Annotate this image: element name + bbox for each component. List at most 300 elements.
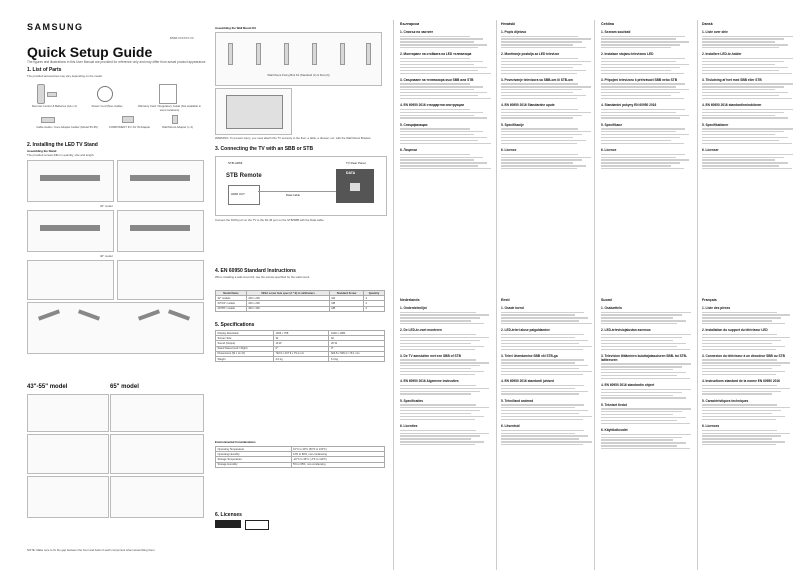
remote-control-image: [37, 84, 45, 104]
text-line-placeholder: [400, 362, 489, 363]
text-line-placeholder: [601, 73, 684, 74]
text-line-placeholder: [400, 404, 476, 405]
text-line-placeholder: [601, 420, 677, 421]
table-row: [216, 462, 385, 467]
text-line-placeholder: [501, 419, 583, 420]
text-line-placeholder: [400, 73, 491, 74]
text-line-placeholder: [601, 47, 671, 48]
text-line-placeholder: [501, 165, 586, 166]
hdmi-logo: [215, 520, 241, 528]
text-line-placeholder: [702, 109, 793, 110]
text-line-placeholder: [501, 131, 591, 132]
text-line-placeholder: [702, 162, 788, 163]
column-divider: [697, 20, 698, 570]
text-line-placeholder: [400, 117, 487, 118]
vesa-cell: M4: [330, 296, 364, 301]
text-line-placeholder: [702, 38, 784, 39]
text-line-placeholder: [702, 86, 784, 87]
text-line-placeholder: [601, 366, 682, 367]
stand-diagram-6: [117, 260, 204, 300]
section-heading: 4. EN 60950 2016 standardinstruktioner: [702, 103, 762, 108]
stand-image: [130, 175, 190, 181]
text-line-placeholder: [601, 165, 671, 166]
vesa-cell: 200 x 200: [246, 301, 329, 306]
text-line-placeholder: [501, 86, 591, 87]
vesa-header: VESA screw hole spec (A * B) in millimeters: [246, 291, 329, 296]
section-heading: 3. Tilslutning af tvet med SBB eller STB: [702, 77, 762, 82]
text-line-placeholder: [601, 334, 691, 335]
text-line-placeholder: [501, 368, 579, 369]
text-line-placeholder: [601, 375, 677, 376]
env-cell: Operating Humidity: [216, 452, 292, 457]
section-heading: 5. Спецификации: [400, 122, 428, 127]
stand-size-32: 32" model: [100, 204, 113, 208]
stand-diagram-7: [27, 394, 109, 432]
tv-back-diagram: [215, 88, 292, 135]
text-line-placeholder: [702, 95, 779, 96]
text-line-placeholder: [702, 98, 792, 99]
spec-cell: 32: [273, 336, 329, 341]
text-line-placeholder: [702, 131, 784, 132]
stand-size-40: 40" model: [100, 254, 113, 258]
text-line-placeholder: [400, 70, 478, 71]
section-heading: 4. EN 60950 2016 standardi juhised: [501, 379, 554, 384]
text-line-placeholder: [501, 340, 588, 341]
section-heading: 5. Tehnilised andmed: [501, 398, 534, 403]
text-line-placeholder: [702, 343, 772, 344]
text-line-placeholder: [400, 407, 489, 408]
text-line-placeholder: [702, 430, 777, 431]
spec-cell: 1920 x 1080: [329, 331, 385, 336]
text-line-placeholder: [400, 340, 480, 341]
env-cell: 10°C to 40°C (50°F to 104°F): [291, 447, 384, 452]
text-line-placeholder: [601, 414, 673, 415]
text-line-placeholder: [601, 349, 690, 350]
section-heading: 2. De LED-tv-voet monteren: [400, 328, 442, 333]
vesa-cell: 49"/55" models: [216, 306, 247, 311]
text-line-placeholder: [501, 159, 582, 160]
text-line-placeholder: [501, 128, 578, 129]
text-line-placeholder: [400, 430, 476, 431]
parts-grid: [27, 80, 207, 140]
section-heading: 2. Installere LED-tv-holder: [702, 52, 742, 57]
section-heading: 5. Tekniset tiedot: [601, 402, 627, 407]
text-line-placeholder: [601, 448, 690, 449]
text-line-placeholder: [501, 320, 579, 321]
text-line-placeholder: [601, 83, 685, 84]
text-line-placeholder: [400, 359, 476, 360]
text-line-placeholder: [601, 95, 671, 96]
text-line-placeholder: [501, 98, 577, 99]
stand-leg-image: [168, 309, 190, 320]
text-line-placeholder: [601, 154, 685, 155]
data-cable-line: [258, 191, 336, 192]
text-line-placeholder: [601, 162, 680, 163]
spec-cell: 0°: [329, 346, 385, 351]
text-line-placeholder: [400, 410, 480, 411]
rj45-port-icon: [350, 183, 360, 191]
text-line-placeholder: [400, 38, 483, 39]
section-heading: 5. Specifikationer: [702, 122, 729, 127]
text-line-placeholder: [702, 371, 785, 372]
wall-mount-heading: Assembling the Wall Mount Kit: [215, 26, 256, 30]
text-line-placeholder: [601, 312, 691, 313]
text-line-placeholder: [400, 89, 474, 90]
text-line-placeholder: [601, 140, 671, 141]
text-line-placeholder: [702, 337, 790, 338]
text-line-placeholder: [400, 438, 471, 439]
text-line-placeholder: [702, 438, 772, 439]
stand-diagram-4: [117, 210, 204, 252]
page-subtitle: The figures and illustrations in this User Manual are provided for reference only and may differ from actual product appearance.: [27, 60, 207, 64]
bolt-image: [256, 43, 261, 65]
text-line-placeholder: [702, 340, 781, 341]
section-heading: 3. De TV aansluiten met een SBB of STB: [400, 353, 461, 358]
env-cell: -20°C to 45°C (-4°F to 113°F): [291, 457, 384, 462]
env-cell: 10% to 80%, non-condensing: [291, 452, 384, 457]
text-line-placeholder: [501, 312, 584, 313]
table-row: [216, 356, 385, 361]
text-line-placeholder: [702, 404, 777, 405]
text-line-placeholder: [501, 413, 579, 414]
text-line-placeholder: [702, 365, 781, 366]
text-line-placeholder: [702, 128, 793, 129]
bolt-image: [340, 43, 345, 65]
section-heading: 2. Montiranje postolja za LED televizor: [501, 52, 560, 57]
text-line-placeholder: [601, 408, 691, 409]
text-line-placeholder: [400, 441, 484, 442]
spec-cell: 6.3 kg: [329, 356, 385, 361]
spec-cell: 4.0 kg: [273, 356, 329, 361]
section-heading: 4. EN 60950 2016 Standardne upute: [501, 103, 555, 108]
section-heading: 3. Povezivanje televizora sa SBB-om ili STB-om: [501, 77, 573, 82]
spec-cell: Stand Swivel (Left / Right): [216, 346, 274, 351]
section-heading: 4. EN 60950 2016 стандартни инструкции: [400, 103, 465, 108]
text-line-placeholder: [501, 391, 588, 392]
section-heading: 6. Litsentsid: [501, 424, 520, 429]
text-line-placeholder: [601, 89, 689, 90]
language-column: [400, 298, 492, 568]
text-line-placeholder: [400, 157, 483, 158]
text-line-placeholder: [702, 41, 775, 42]
text-line-placeholder: [501, 134, 582, 135]
text-line-placeholder: [702, 137, 788, 138]
text-line-placeholder: [400, 312, 476, 313]
text-line-placeholder: [400, 385, 476, 386]
stand-leg-image: [38, 309, 60, 320]
text-line-placeholder: [601, 337, 682, 338]
section-heading: 4. EN 60950 2016 standardin ohjeet: [601, 383, 655, 388]
language-name: Français: [702, 298, 717, 302]
text-line-placeholder: [501, 362, 575, 363]
text-line-placeholder: [601, 411, 682, 412]
stand-diagram-10: [110, 434, 204, 474]
text-line-placeholder: [601, 314, 682, 315]
text-line-placeholder: [501, 162, 573, 163]
section-heading: 1. Liste over dele: [702, 30, 728, 34]
text-line-placeholder: [601, 372, 686, 373]
text-line-placeholder: [400, 131, 483, 132]
text-line-placeholder: [400, 36, 470, 37]
text-line-placeholder: [400, 368, 471, 369]
text-line-placeholder: [400, 98, 491, 99]
text-line-placeholder: [400, 41, 474, 42]
text-line-placeholder: [601, 392, 682, 393]
section-heading: 2. LED-televisiojalustan asennus: [601, 328, 651, 333]
env-table: [215, 446, 385, 468]
section-heading: 1. Popis dijelova: [501, 30, 526, 34]
text-line-placeholder: [702, 61, 784, 62]
text-line-placeholder: [601, 98, 684, 99]
stand-diagram-11: [27, 476, 109, 518]
text-line-placeholder: [702, 92, 788, 93]
section-heading: 5. Specificaties: [400, 398, 424, 403]
text-line-placeholder: [501, 365, 588, 366]
language-name: Čeština: [601, 22, 614, 26]
spec-cell: Screen Size: [216, 336, 274, 341]
text-line-placeholder: [501, 73, 577, 74]
text-line-placeholder: [501, 359, 584, 360]
text-line-placeholder: [601, 86, 676, 87]
text-line-placeholder: [601, 143, 684, 144]
text-line-placeholder: [702, 89, 775, 90]
part-label-power-cord: Power Cord (Non-Cable): [91, 104, 123, 108]
text-line-placeholder: [400, 413, 471, 414]
stand-image: [40, 175, 100, 181]
language-name: Nederlands: [400, 298, 420, 302]
section-heading: 2. Instalace stojanu televizoru LED: [601, 52, 654, 57]
text-line-placeholder: [601, 389, 691, 390]
text-line-placeholder: [501, 143, 577, 144]
stand-diagram-5: [27, 260, 114, 300]
dolby-logo: [245, 520, 269, 530]
text-line-placeholder: [702, 44, 788, 45]
vesa-cell: 4: [364, 296, 385, 301]
section-heading: 3. Свързване на телевизора към SBB или STB: [400, 77, 474, 82]
text-line-placeholder: [501, 385, 584, 386]
text-line-placeholder: [702, 36, 793, 37]
text-line-placeholder: [501, 334, 584, 335]
text-line-placeholder: [601, 157, 676, 158]
text-line-placeholder: [501, 168, 577, 169]
stand-diagram-9: [27, 434, 109, 474]
text-line-placeholder: [501, 444, 583, 445]
text-line-placeholder: [400, 109, 470, 110]
text-line-placeholder: [400, 154, 470, 155]
text-line-placeholder: [501, 404, 584, 405]
text-line-placeholder: [702, 134, 775, 135]
stand-image: [40, 225, 100, 231]
text-line-placeholder: [400, 435, 480, 436]
stand-diagram-12: [110, 476, 204, 518]
text-line-placeholder: [501, 89, 582, 90]
text-line-placeholder: [400, 416, 484, 417]
wall-mount-kit-box: [215, 32, 382, 86]
text-line-placeholder: [501, 61, 591, 62]
text-line-placeholder: [400, 137, 487, 138]
text-line-placeholder: [601, 395, 673, 396]
text-line-placeholder: [702, 70, 779, 71]
text-line-placeholder: [601, 437, 682, 438]
section-heading: 5. Caractéristiques techniques: [702, 398, 749, 403]
text-line-placeholder: [501, 314, 575, 315]
text-line-placeholder: [400, 64, 474, 65]
text-line-placeholder: [400, 374, 475, 375]
part-label-wall-adapter: Wall Mount Adapter (x 4): [162, 125, 193, 129]
text-line-placeholder: [400, 67, 487, 68]
text-line-placeholder: [601, 320, 686, 321]
spec-cell: 732.6 x 437.9 x 79.1 mm: [273, 351, 329, 356]
section-heading: 5. Specifikacije: [501, 122, 524, 127]
hdmi-out-label: HDMI OUT: [231, 192, 245, 196]
text-line-placeholder: [400, 323, 484, 324]
part-label-warranty: Warranty Card / Regulatory Guide (Not available in some locations): [137, 104, 201, 112]
wall-mount-adapter-image: [172, 115, 178, 124]
page-divider: [594, 20, 595, 570]
text-line-placeholder: [400, 86, 483, 87]
text-line-placeholder: [501, 435, 588, 436]
text-line-placeholder: [601, 442, 686, 443]
bolt-image: [312, 43, 317, 65]
text-line-placeholder: [400, 95, 478, 96]
text-line-placeholder: [501, 38, 591, 39]
text-line-placeholder: [601, 109, 685, 110]
env-cell: Operating Temperature: [216, 447, 292, 452]
language-column: [702, 22, 794, 292]
text-line-placeholder: [601, 323, 677, 324]
text-line-placeholder: [400, 391, 480, 392]
text-line-placeholder: [501, 337, 575, 338]
text-line-placeholder: [601, 61, 676, 62]
battery-image: [47, 92, 57, 97]
connect-note: Connect the DATA port on the TV to the RJ-45 port on the STB/SBB with the Data cable.: [215, 218, 325, 222]
text-line-placeholder: [501, 140, 586, 141]
section-heading: 3. Connexion du téléviseur à un décodeur SBB ou STB: [702, 353, 785, 358]
vesa-cell: M8: [330, 301, 364, 306]
bolt-image: [228, 43, 233, 65]
text-line-placeholder: [501, 343, 579, 344]
data-cable-label: Data Cable: [286, 193, 300, 197]
text-line-placeholder: [501, 323, 592, 324]
text-line-placeholder: [501, 388, 575, 389]
text-line-placeholder: [601, 340, 673, 341]
text-line-placeholder: [601, 439, 673, 440]
text-line-placeholder: [601, 67, 680, 68]
text-line-placeholder: [702, 140, 779, 141]
section-heading: 1. Osade loend: [501, 306, 524, 310]
text-line-placeholder: [400, 58, 470, 59]
adapter-image: [122, 116, 134, 123]
vesa-cell: 200 x 200: [246, 296, 329, 301]
language-column: [400, 22, 492, 292]
text-line-placeholder: [702, 385, 777, 386]
text-line-placeholder: [601, 38, 676, 39]
vesa-cell: 40"/43" models: [216, 301, 247, 306]
bolt-image: [284, 43, 289, 65]
text-line-placeholder: [501, 393, 579, 394]
stand-diagram-2: [117, 160, 204, 202]
text-line-placeholder: [501, 47, 586, 48]
data-port-label: DATA: [346, 171, 356, 175]
page-title: Quick Setup Guide: [27, 44, 153, 60]
text-line-placeholder: [702, 349, 776, 350]
text-line-placeholder: [400, 419, 475, 420]
stb-remote-label: STB Remote: [226, 173, 262, 179]
power-cord-image: [97, 86, 113, 102]
text-line-placeholder: [601, 417, 686, 418]
section-heading: 1. Списък на частите: [400, 30, 434, 34]
text-line-placeholder: [601, 131, 676, 132]
text-line-placeholder: [400, 165, 478, 166]
text-line-placeholder: [702, 154, 793, 155]
text-line-placeholder: [702, 115, 775, 116]
text-line-placeholder: [601, 168, 684, 169]
section-heading-stand: 2. Installing the LED TV Stand: [27, 142, 98, 148]
text-line-placeholder: [400, 61, 483, 62]
text-line-placeholder: [601, 445, 677, 446]
language-column: [501, 22, 593, 292]
stand-image: [130, 225, 190, 231]
text-line-placeholder: [400, 115, 474, 116]
text-line-placeholder: [501, 157, 591, 158]
footer-note: NOTE: Make sure to fix the gap between the front and back of each component when assembling them.: [27, 548, 156, 552]
text-line-placeholder: [702, 314, 790, 315]
text-line-placeholder: [400, 168, 491, 169]
text-line-placeholder: [601, 115, 689, 116]
text-line-placeholder: [702, 388, 790, 389]
text-line-placeholder: [702, 320, 772, 321]
section-heading: 2. Монтиране на стойката на LED телевизора: [400, 52, 472, 57]
text-line-placeholder: [501, 410, 588, 411]
text-line-placeholder: [601, 434, 691, 435]
section-heading-specs: 5. Specifications: [215, 322, 255, 328]
text-line-placeholder: [400, 314, 489, 315]
text-line-placeholder: [400, 320, 471, 321]
text-line-placeholder: [702, 444, 776, 445]
text-line-placeholder: [501, 371, 592, 372]
text-line-placeholder: [501, 64, 582, 65]
text-line-placeholder: [400, 112, 483, 113]
section-heading: 3. Teleri ühendamine SBB või STB-ga: [501, 353, 558, 358]
section-heading-connect: 3. Connecting the TV with an SBB or STB: [215, 146, 314, 152]
language-name: Eesti: [501, 298, 510, 302]
language-column: [601, 22, 693, 292]
column-divider: [496, 20, 497, 570]
text-line-placeholder: [702, 168, 792, 169]
text-line-placeholder: [702, 73, 792, 74]
text-line-placeholder: [702, 391, 781, 392]
text-line-placeholder: [702, 346, 785, 347]
text-line-placeholder: [501, 438, 579, 439]
en60950-note: When installing a wall-mount kit, use the screws specified for the wall-mount.: [215, 275, 310, 279]
text-line-placeholder: [501, 117, 573, 118]
language-name: Suomi: [601, 298, 612, 302]
text-line-placeholder: [501, 416, 592, 417]
text-line-placeholder: [702, 67, 788, 68]
text-line-placeholder: [501, 137, 573, 138]
text-line-placeholder: [400, 317, 480, 318]
section-heading: 1. Seznam součástí: [601, 30, 631, 34]
text-line-placeholder: [601, 128, 685, 129]
text-line-placeholder: [400, 337, 489, 338]
warranty-card-image: [159, 84, 177, 104]
text-line-placeholder: [400, 134, 474, 135]
text-line-placeholder: [400, 365, 480, 366]
language-name: Български: [400, 22, 420, 26]
page-divider: [393, 20, 394, 570]
section-heading: 5. Specifikace: [601, 122, 623, 127]
spec-cell: 1366 x 768: [273, 331, 329, 336]
